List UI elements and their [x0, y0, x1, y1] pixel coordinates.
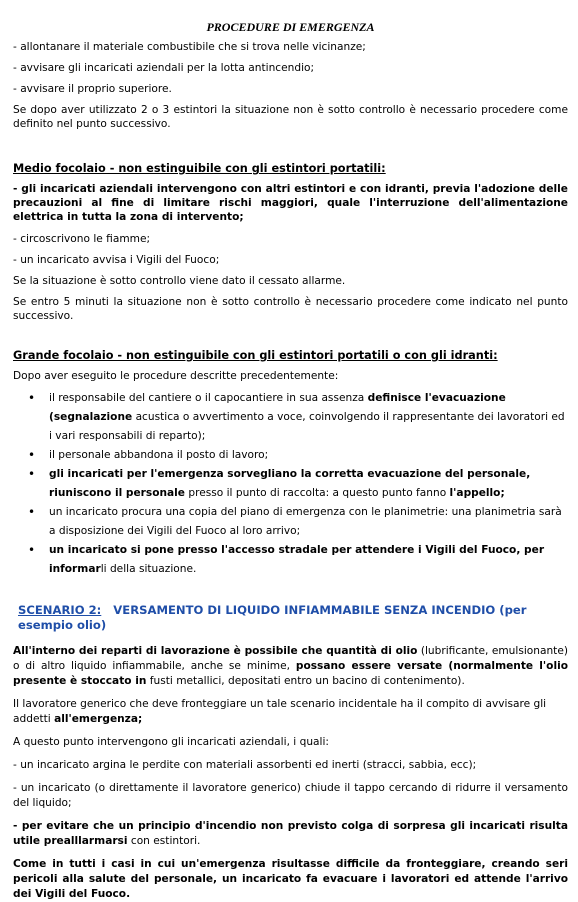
section-heading-grande: Grande focolaio - non estinguibile con gli estintori portatili o con gli idranti: — [13, 349, 498, 362]
intro-line: - allontanare il materiale combustibile che si trova nelle vicinanze; — [13, 41, 366, 53]
page-title: PROCEDURE DI EMERGENZA — [206, 20, 375, 34]
intro-line: - avvisare il proprio superiore. — [13, 83, 172, 95]
medio-paragraph: - circoscrivono le fiamme; — [13, 233, 151, 245]
scenario-block — [13, 644, 568, 902]
list-item: • gli incaricati per l'emergenza sorvegliano la corretta evacuazione del personale, riuniscono il personale presso il punto di raccolta: a questo punto fanno l'appello; — [28, 467, 531, 499]
medio-paragraph: - gli incaricati aziendali intervengono con altri estintori e con idranti, previa l'adozione delle precauzioni al fine di limitare rischi maggiori, quale l'interruzione dell'alimentazione elettrica in tutta la zona di intervento; — [13, 183, 568, 223]
scenario-paragraph: All'interno dei reparti di lavorazione è possibile che quantità di olio (lubrificante, emulsionante) o di altro liquido infiammabile, anche se minime, possano essere versate (normalmente l'olio presente è stoccato in fusti metallici, depositati entro un bacino di contenimento). — [13, 645, 568, 687]
scenario-heading — [18, 603, 568, 633]
list-item: • un incaricato si pone presso l'accesso stradale per attendere i Vigili del Fuoco, per informarli della situazione. — [28, 543, 545, 575]
scenario-label: SCENARIO 2: — [18, 603, 102, 617]
scenario-paragraph: - un incaricato argina le perdite con materiali assorbenti ed inerti (stracci, sabbia, ecc); — [13, 759, 477, 771]
medio-block — [13, 182, 568, 323]
bullet-list — [13, 389, 568, 579]
scenario-paragraph: - per evitare che un principio d'incendio non previsto colga di sorpresa gli incaricati risulta utile prealllarmarsi con estintori. — [13, 820, 568, 847]
scenario-paragraph: A questo punto intervengono gli incaricati aziendali, i quali: — [13, 736, 329, 748]
grande-block — [13, 369, 568, 579]
section-heading-medio: Medio focolaio - non estinguibile con gli estintori portatili: — [13, 162, 386, 175]
list-item: • un incaricato procura una copia del piano di emergenza con le planimetrie: una planimetria sarà a disposizione dei Vigili del Fuoco al loro arrivo; — [28, 505, 562, 537]
grande-intro: Dopo aver eseguito le procedure descritte precedentemente: — [13, 370, 339, 382]
medio-paragraph: Se la situazione è sotto controllo viene dato il cessato allarme. — [13, 275, 346, 287]
bullet-icon: • — [28, 391, 36, 405]
bullet-icon: • — [28, 543, 36, 557]
list-item: • il responsabile del cantiere o il capocantiere in sua assenza definisce l'evacuazione (segnalazione acustica o avvertimento a voce, coinvolgendo il rappresentante dei lavoratori ed i vari responsabili di reparto); — [28, 391, 565, 442]
medio-paragraph: Se entro 5 minuti la situazione non è sotto controllo è necessario procedere come indicato nel punto successivo. — [13, 296, 568, 322]
scenario-paragraph: - un incaricato (o direttamente il lavoratore generico) chiude il tappo cercando di ridurre il versamento del liquido; — [13, 782, 568, 809]
bullet-icon: • — [28, 505, 36, 519]
scenario-title: VERSAMENTO DI LIQUIDO INFIAMMABILE SENZA INCENDIO (per esempio olio) — [18, 603, 527, 632]
intro-block — [13, 40, 568, 131]
medio-paragraph: - un incaricato avvisa i Vigili del Fuoco; — [13, 254, 220, 266]
bullet-icon: • — [28, 467, 36, 481]
intro-line: - avvisare gli incaricati aziendali per la lotta antincendio; — [13, 62, 315, 74]
list-item: • il personale abbandona il posto di lavoro; — [23, 446, 568, 465]
intro-line: Se dopo aver utilizzato 2 o 3 estintori la situazione non è sotto controllo è necessario procedere come definito nel punto successivo. — [13, 104, 568, 130]
bullet-icon: • — [28, 448, 36, 462]
scenario-paragraph: Il lavoratore generico che deve fronteggiare un tale scenario incidentale ha il compito di avvisare gli addetti all'emergenza; — [13, 698, 547, 725]
scenario-paragraph: Come in tutti i casi in cui un'emergenza risultasse difficile da fronteggiare, creando seri pericoli alla salute del personale, un incaricato fa evacuare i lavoratori ed attende l'arrivo dei Vigili del Fuoco. — [13, 858, 568, 900]
